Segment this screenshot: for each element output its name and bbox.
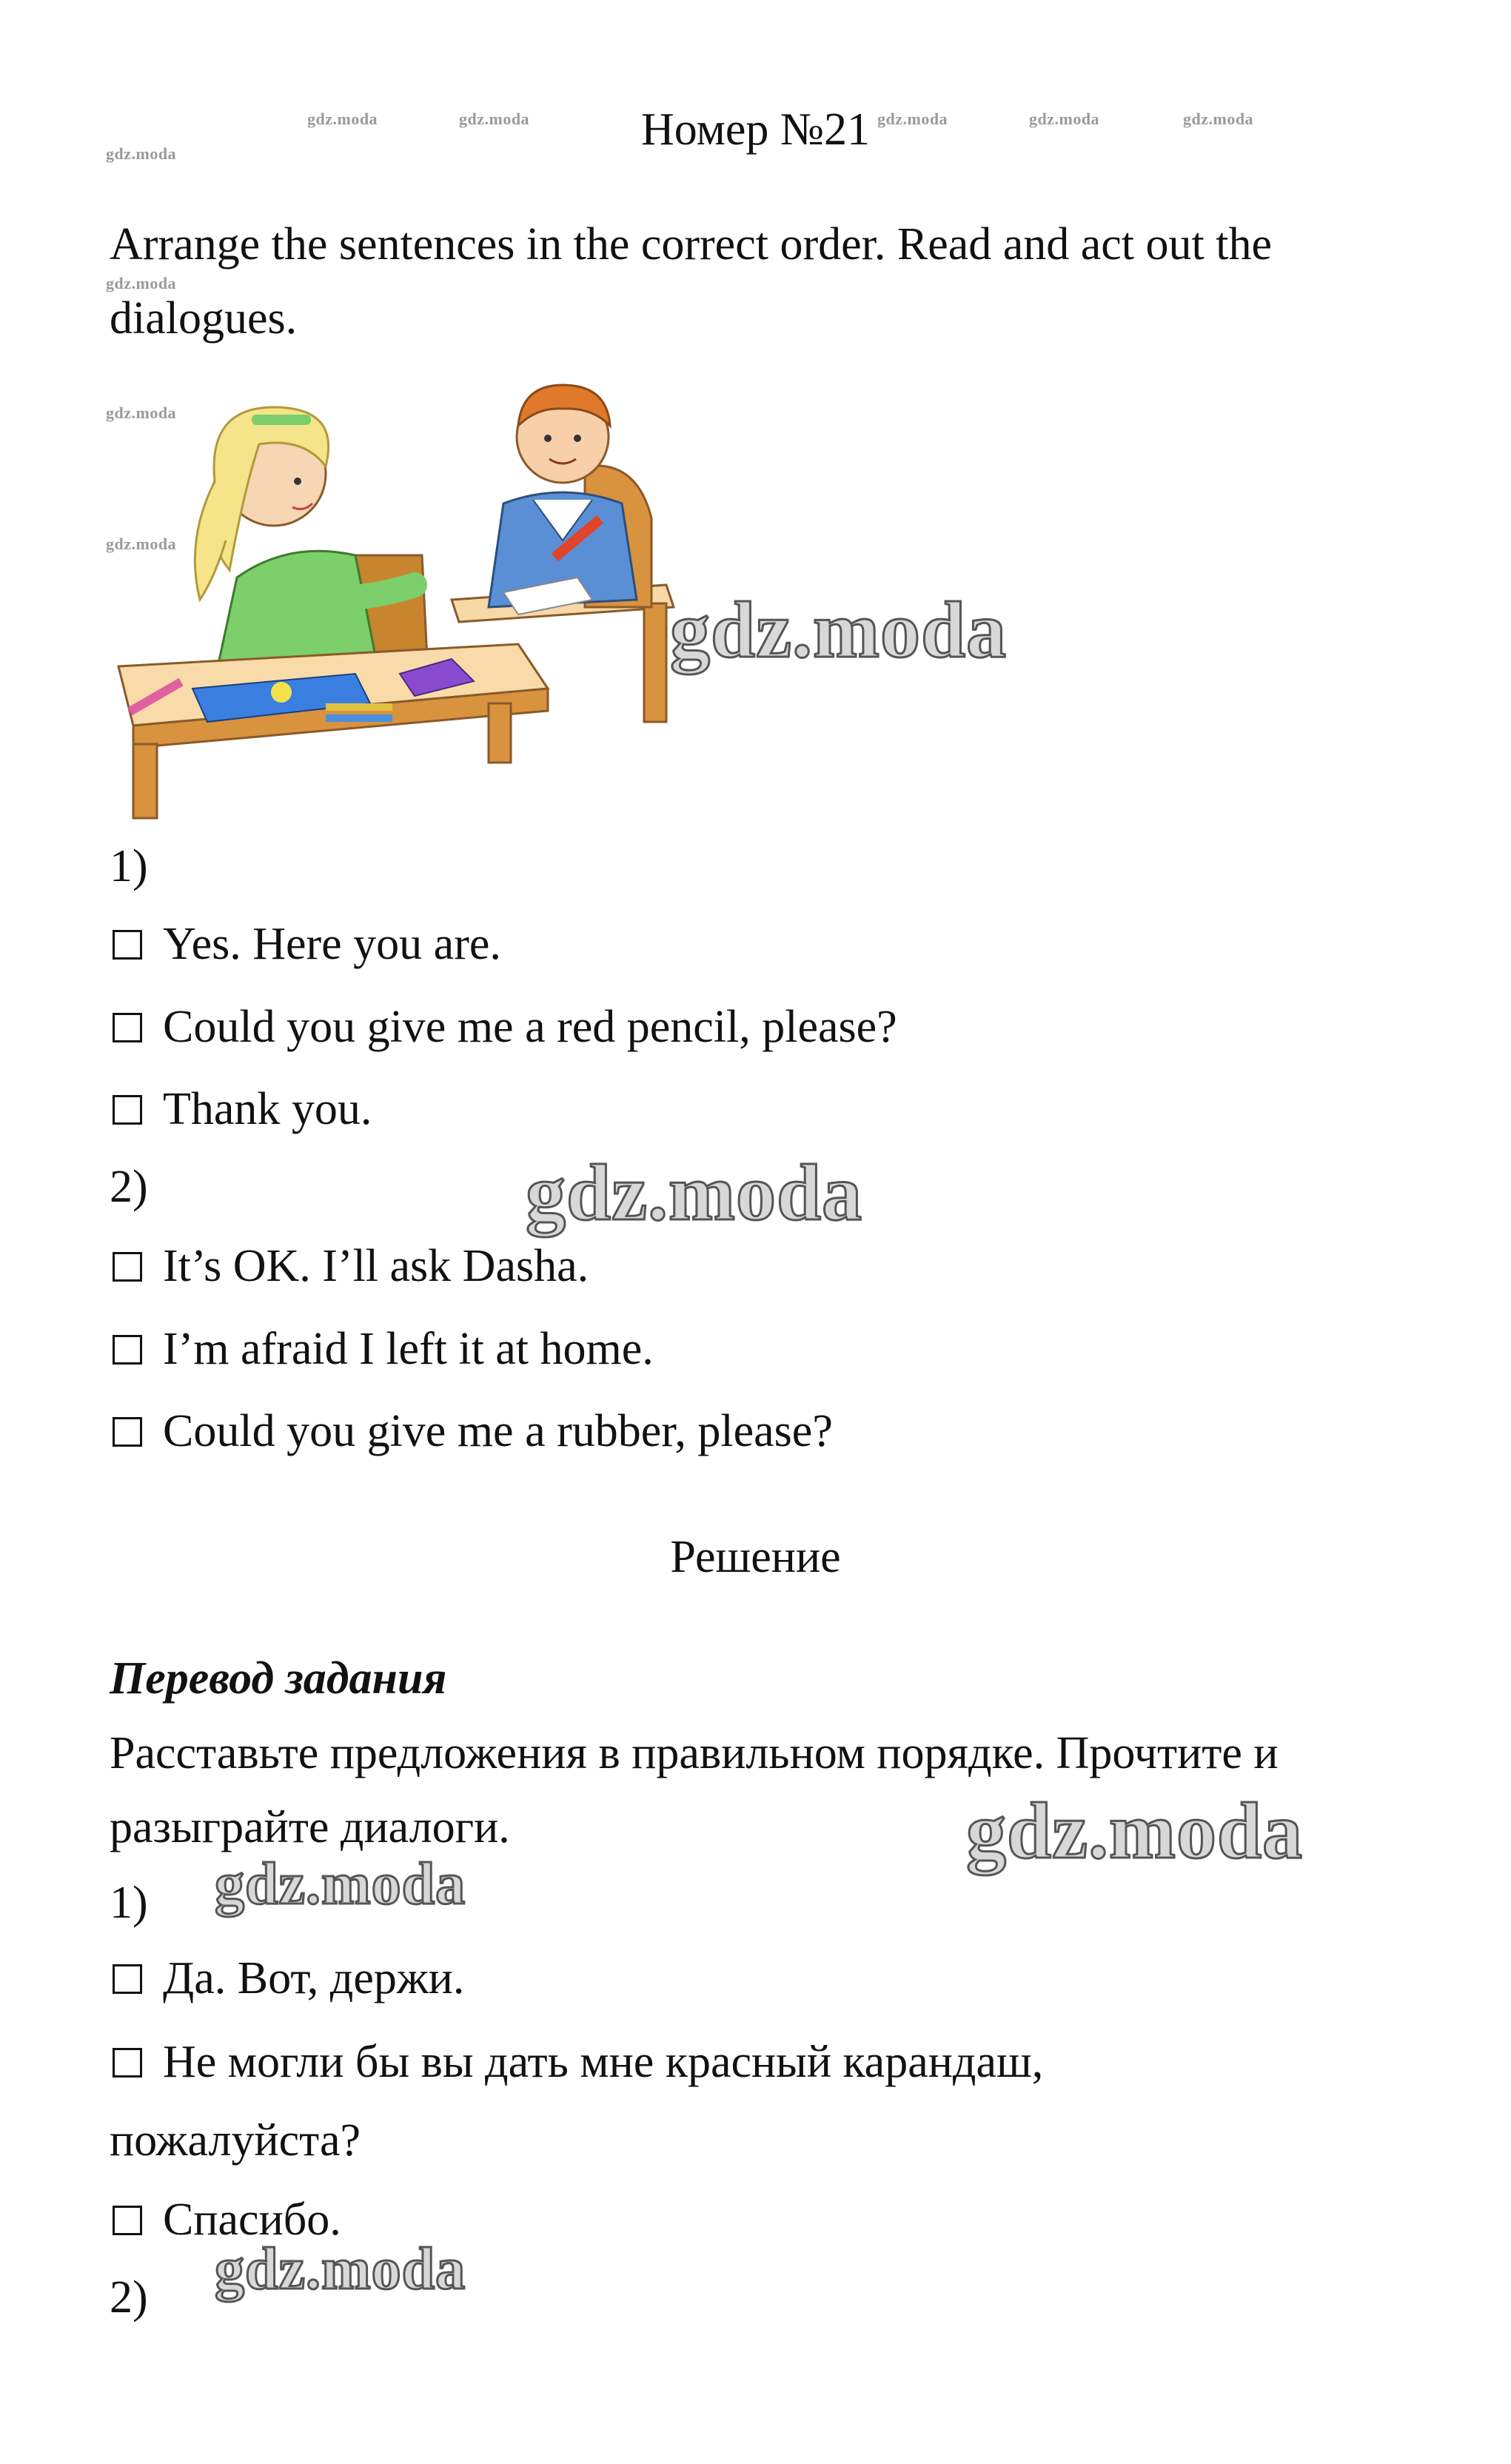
list-item	[113, 2036, 1043, 2089]
list-item	[113, 1001, 897, 1054]
watermark-small: gdz.moda	[106, 404, 177, 422]
checkbox[interactable]	[113, 1252, 142, 1282]
watermark-small: gdz.moda	[877, 110, 948, 128]
task-text-line1: Arrange the sentences in the correct order. Read and act out the	[110, 219, 1272, 270]
watermark-small: gdz.moda	[459, 110, 530, 128]
list-item	[113, 1952, 464, 2005]
watermark-small: gdz.moda	[106, 274, 177, 292]
list-item	[113, 1323, 654, 1376]
checkbox[interactable]	[113, 1095, 142, 1125]
translation-text-line1: Расставьте предложения в правильном порядке. Прочтите и	[110, 1728, 1279, 1778]
checkbox[interactable]	[113, 1335, 142, 1365]
watermark-small: gdz.moda	[307, 110, 378, 128]
list-item	[113, 918, 501, 971]
translation-text-line2: разыграйте диалоги.	[110, 1802, 510, 1852]
list-item	[113, 1240, 589, 1293]
watermark-small: gdz.moda	[1183, 110, 1254, 128]
list-item-text: Yes. Here you are.	[163, 919, 501, 969]
list-item	[113, 1083, 372, 1136]
list-item	[113, 1405, 833, 1458]
checkbox[interactable]	[113, 1964, 142, 1994]
translation-heading: Перевод задания	[110, 1653, 447, 1704]
list-item-text: It’s OK. I’ll ask Dasha.	[163, 1241, 589, 1291]
watermark-large: gdz.moda	[966, 1787, 1304, 1875]
checkbox[interactable]	[113, 2206, 142, 2235]
watermark-small: gdz.moda	[106, 144, 177, 163]
solution-heading: Решение	[670, 1532, 841, 1582]
list-item-text: Could you give me a red pencil, please?	[163, 1002, 897, 1052]
list-item-text: I’m afraid I left it at home.	[163, 1324, 654, 1374]
checkbox[interactable]	[113, 1417, 142, 1447]
watermark-large: gdz.moda	[215, 2237, 466, 2302]
watermark-small: gdz.moda	[106, 535, 177, 553]
translation-dialogue-2-number: 2)	[110, 2272, 148, 2323]
watermark-large: gdz.moda	[215, 1852, 466, 1917]
list-item-text: Could you give me a rubber, please?	[163, 1406, 833, 1456]
checkbox[interactable]	[113, 930, 142, 960]
list-item-text: Не могли бы вы дать мне красный карандаш,	[163, 2037, 1044, 2087]
translation-dialogue-1-number: 1)	[110, 1878, 148, 1928]
list-item-text: Спасибо.	[163, 2194, 341, 2245]
checkbox[interactable]	[113, 2048, 142, 2078]
checkbox[interactable]	[113, 1013, 142, 1042]
watermark-large: gdz.moda	[670, 586, 1008, 674]
page-title: Номер №21	[640, 104, 870, 155]
dialogue-1-number: 1)	[110, 841, 148, 891]
list-item-text: Да. Вот, держи.	[163, 1953, 465, 2003]
children-at-desk-illustration	[104, 355, 681, 829]
list-item-text-continued: пожалуйста?	[110, 2115, 361, 2166]
dialogue-2-number: 2)	[110, 1162, 148, 1212]
list-item-text: Thank you.	[163, 1084, 372, 1134]
task-text-line2: dialogues.	[110, 293, 298, 344]
watermark-large: gdz.moda	[526, 1149, 863, 1237]
watermark-small: gdz.moda	[1029, 110, 1100, 128]
